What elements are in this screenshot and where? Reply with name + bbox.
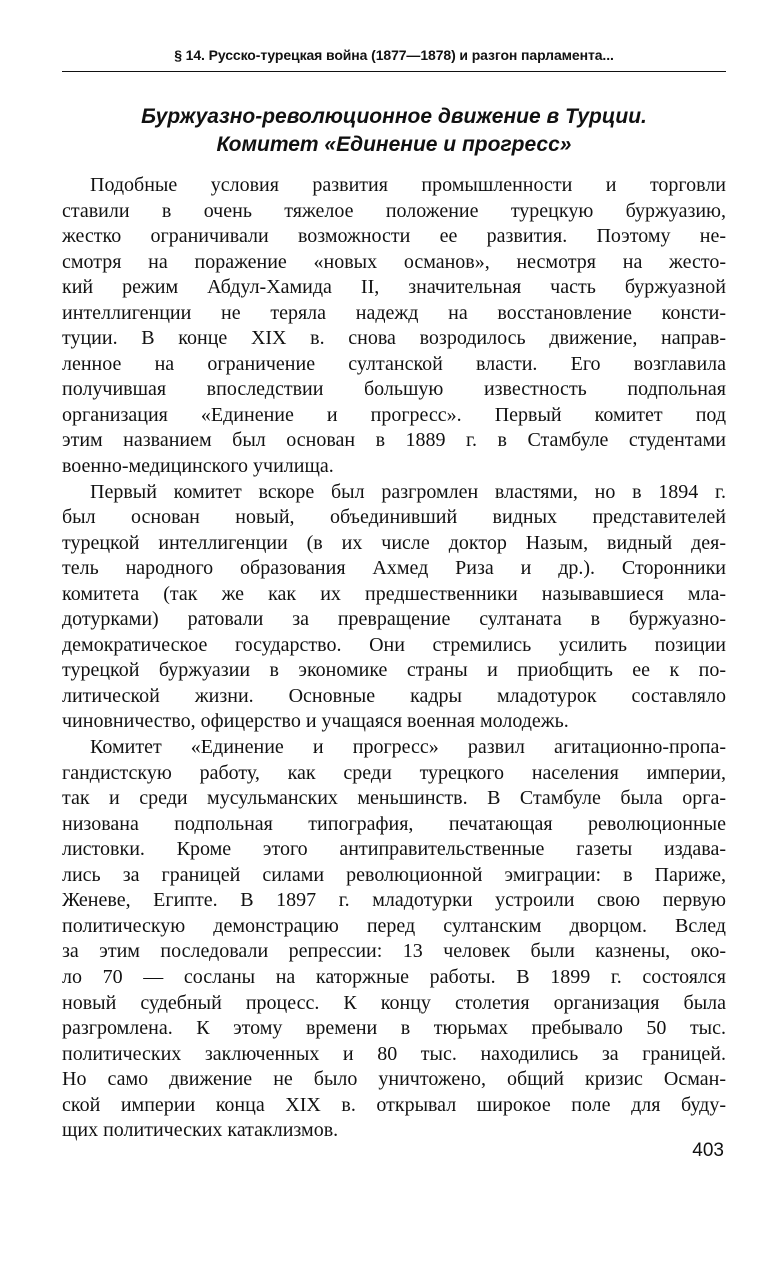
text-line: за этим последовали репрессии: 13 человек были казнены, око- bbox=[62, 940, 726, 963]
page-number: 403 bbox=[692, 1140, 724, 1161]
section-heading bbox=[62, 103, 726, 159]
text-line: щих политических катаклизмов. bbox=[62, 1119, 339, 1142]
text-line: так и среди мусульманских меньшинств. В Стамбуле была орга- bbox=[62, 787, 726, 810]
text-line: смотря на поражение «новых османов», несмотря на жесто- bbox=[62, 250, 726, 273]
body-text bbox=[62, 173, 726, 1144]
text-line: лись за границей силами революционной эмиграции: в Париже, bbox=[62, 863, 726, 886]
text-line: турецкой буржуазии в экономике страны и приобщить ее к по- bbox=[62, 659, 726, 682]
text-line: кий режим Абдул-Хамида II, значительная часть буржуазной bbox=[62, 276, 726, 299]
header-rule bbox=[62, 71, 726, 72]
section-heading-line: Комитет «Единение и прогресс» bbox=[216, 133, 572, 156]
text-line: новый судебный процесс. К концу столетия организация была bbox=[62, 991, 726, 1014]
section-heading-line: Буржуазно-революционное движение в Турции. bbox=[141, 105, 647, 128]
text-line: листовки. Кроме этого антиправительственные газеты издава- bbox=[62, 838, 726, 861]
text-line: дотурками) ратовали за превращение султаната в буржуазно- bbox=[62, 608, 726, 631]
text-line: интеллигенции не теряла надежд на восстановление консти- bbox=[62, 301, 726, 324]
text-line: Комитет «Единение и прогресс» развил агитационно-пропа- bbox=[90, 736, 726, 759]
text-line: военно-медицинского училища. bbox=[62, 455, 334, 478]
text-line: ставили в очень тяжелое положение турецкую буржуазию, bbox=[62, 199, 726, 222]
text-line: комитета (так же как их предшественники называвшиеся мла- bbox=[62, 582, 726, 605]
text-line: туции. В конце XIX в. снова возродилось движение, направ- bbox=[62, 327, 726, 350]
text-line: Первый комитет вскоре был разгромлен властями, но в 1894 г. bbox=[90, 480, 726, 503]
text-line: демократическое государство. Они стремились усилить позиции bbox=[62, 633, 726, 656]
text-line: организация «Единение и прогресс». Первый комитет под bbox=[62, 403, 726, 426]
text-line: тель народного образования Ахмед Риза и др.). Сторонники bbox=[62, 557, 726, 580]
text-line: Но само движение не было уничтожено, общий кризис Осман- bbox=[62, 1068, 726, 1091]
text-line: был основан новый, объединивший видных представителей bbox=[62, 506, 726, 529]
running-head: § 14. Русско-турецкая война (1877—1878) и разгон парламента... bbox=[174, 47, 614, 63]
text-line: разгромлена. К этому времени в тюрьмах пребывало 50 тыс. bbox=[62, 1017, 726, 1040]
text-line: ленное на ограничение султанской власти. Его возглавила bbox=[62, 352, 726, 375]
text-line: этим названием был основан в 1889 г. в Стамбуле студентами bbox=[62, 429, 726, 452]
text-line: ской империи конца XIX в. открывал широкое поле для буду- bbox=[62, 1093, 726, 1116]
text-line: низована подпольная типография, печатающая революционные bbox=[62, 812, 726, 835]
text-line: гандистскую работу, как среди турецкого населения империи, bbox=[62, 761, 726, 784]
text-line: политических заключенных и 80 тыс. находились за границей. bbox=[62, 1042, 726, 1065]
text-line: Подобные условия развития промышленности и торговли bbox=[90, 174, 726, 196]
text-line: ло 70 — сосланы на каторжные работы. В 1899 г. состоялся bbox=[62, 965, 726, 988]
text-line: политическую демонстрацию перед султанским дворцом. Вслед bbox=[62, 914, 726, 937]
text-line: чиновничество, офицерство и учащаяся военная молодежь. bbox=[62, 710, 569, 733]
text-line: жестко ограничивали возможности ее развития. Поэтому не- bbox=[62, 225, 726, 248]
text-line: получившая впоследствии большую известность подпольная bbox=[62, 378, 726, 401]
text-line: Женеве, Египте. В 1897 г. младотурки устроили свою первую bbox=[62, 889, 726, 912]
text-line: турецкой интеллигенции (в их числе доктор Назым, видный дея- bbox=[62, 531, 726, 554]
text-line: литической жизни. Основные кадры младотурок составляло bbox=[62, 684, 726, 707]
